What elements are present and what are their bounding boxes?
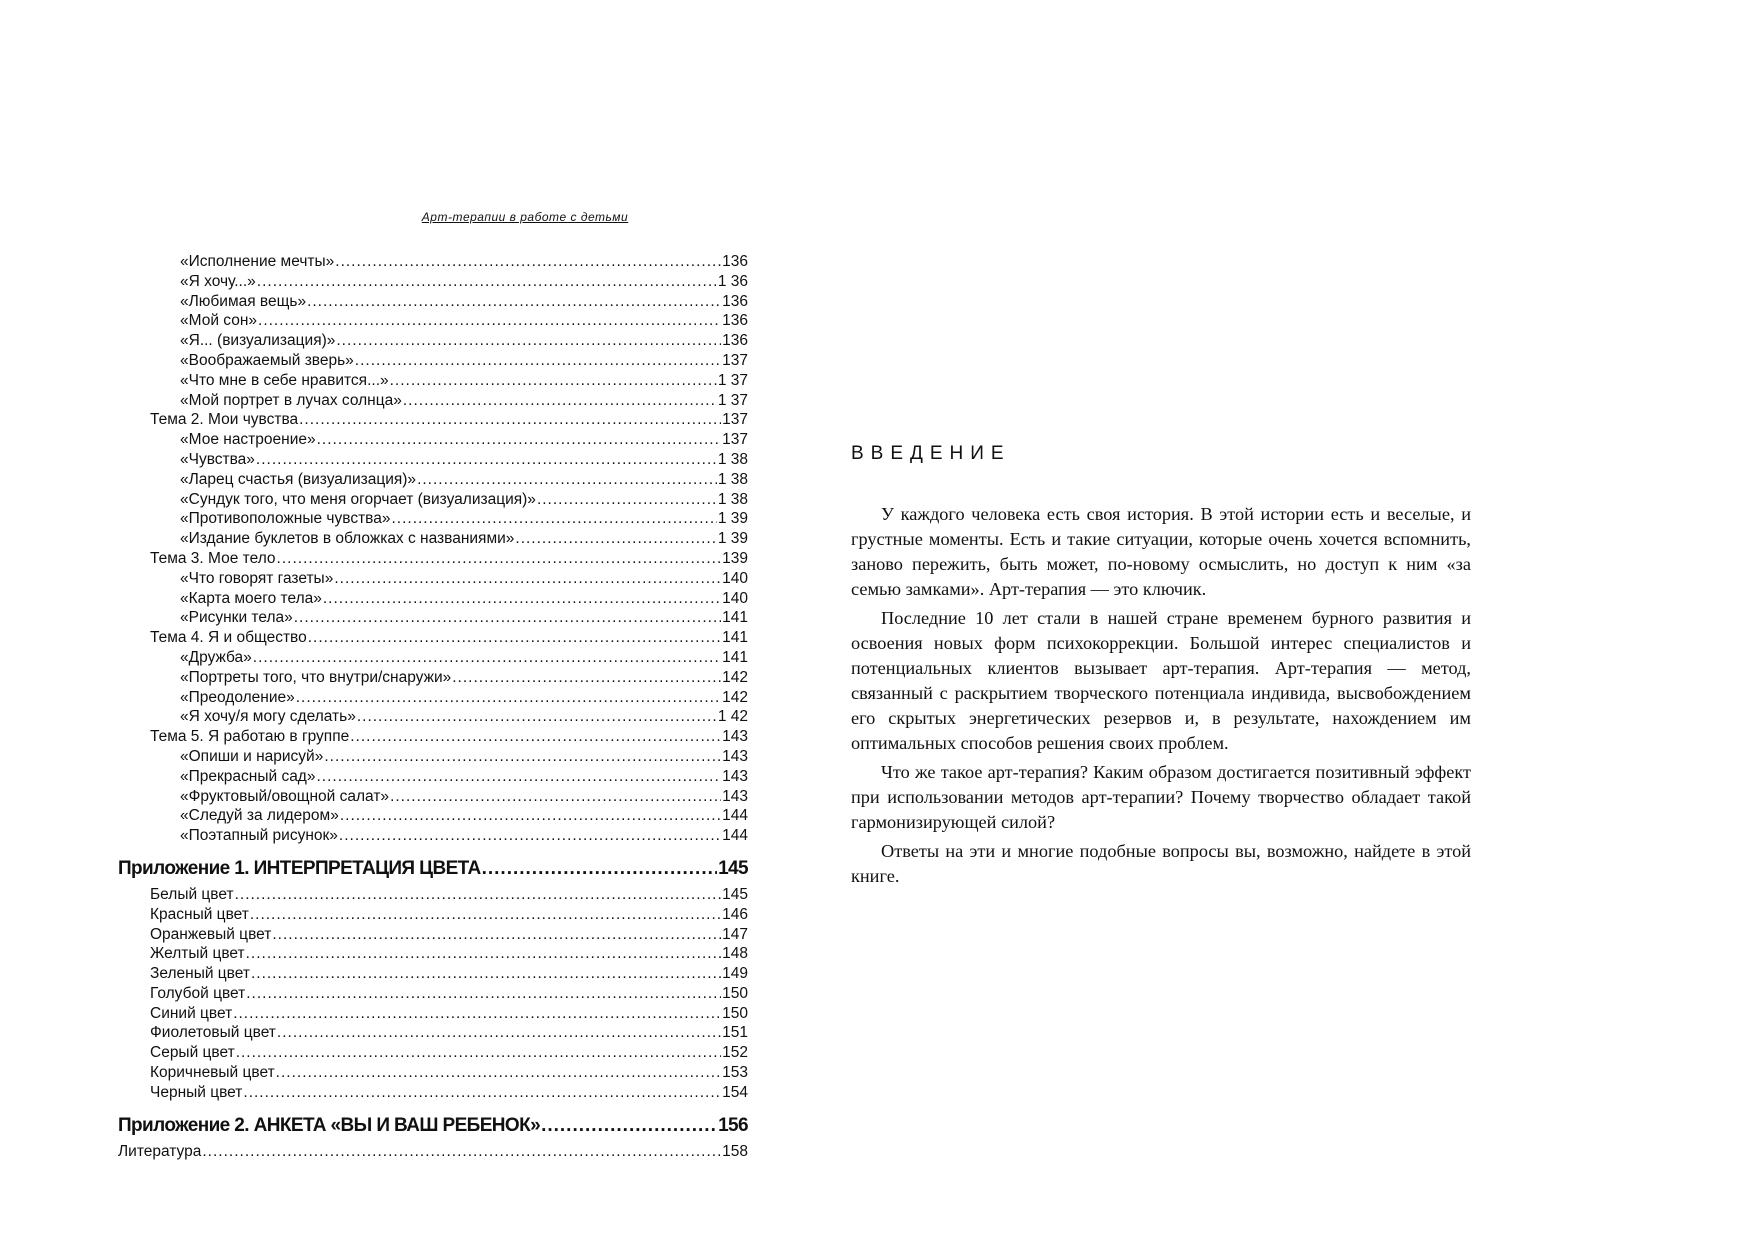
toc-entry (118, 727, 748, 747)
toc-leader-dots (339, 826, 721, 846)
toc-entry (118, 331, 748, 351)
toc-entry-page: 152 (722, 1044, 748, 1062)
toc-entry (118, 1083, 748, 1103)
toc-leader-dots (253, 648, 721, 668)
toc-entry-title: «Опиши и нарисуй» (180, 747, 324, 765)
toc-entry-title: «Сундук того, что меня огорчает (визуализация)» (180, 490, 536, 508)
toc-leader-dots (235, 885, 722, 905)
toc-entry-title: «Карта моего тела» (180, 589, 322, 607)
toc-entry (118, 1043, 748, 1063)
toc-leader-dots (334, 569, 721, 589)
toc-entry (118, 1063, 748, 1083)
toc-entry-title: «Противоположные чувства» (180, 510, 391, 528)
toc-leader-dots (390, 371, 717, 391)
toc-entry-title: Черный цвет (150, 1083, 243, 1101)
toc-entry-page: 158 (722, 1142, 748, 1160)
toc-entry (118, 509, 748, 529)
toc-leader-dots (357, 707, 717, 727)
toc-entry-page: 150 (722, 984, 748, 1002)
toc-entry-page: 1 38 (717, 450, 748, 468)
toc-entry-page: 1 39 (717, 510, 748, 528)
toc-entry-title: «Преодоление» (180, 688, 295, 706)
toc-leader-dots (250, 905, 721, 925)
toc-entry-title: «Ларец счастья (визуализация)» (180, 470, 417, 488)
toc-leader-dots (417, 470, 717, 490)
toc-leader-dots (317, 430, 722, 450)
toc-leader-dots (251, 964, 721, 984)
toc-entry-page: 1 38 (717, 490, 748, 508)
toc-entry-title: «Я... (визуализация)» (180, 332, 336, 350)
toc-entry-page: 142 (722, 668, 748, 686)
toc-entry-title: Фиолетовый цвет (150, 1024, 276, 1042)
toc-entry-title: Тема 3. Мое тело (150, 549, 276, 567)
toc-entry (118, 1109, 748, 1142)
toc-entry-title: «Портреты того, что внутри/снаружи» (180, 668, 452, 686)
toc-entry-page: 144 (722, 807, 748, 825)
toc-entry-title: «Любимая вещь» (180, 292, 307, 310)
toc-entry-page: 141 (722, 648, 748, 666)
toc-entry-page: 136 (722, 253, 748, 270)
toc-entry (118, 371, 748, 391)
toc-leader-dots (277, 549, 722, 569)
toc-entry-page: 142 (722, 688, 748, 706)
toc-entry-title: «Дружба» (180, 648, 252, 666)
toc-entry (118, 826, 748, 846)
table-of-contents (118, 252, 748, 1161)
toc-entry (118, 747, 748, 767)
toc-entry (118, 628, 748, 648)
toc-entry-title: Желтый цвет (150, 945, 245, 963)
toc-entry (118, 984, 748, 1004)
toc-entry-page: 147 (722, 925, 748, 943)
toc-leader-dots (355, 351, 721, 371)
toc-entry (118, 806, 748, 826)
toc-entry-title: «Что мне в себе нравится...» (180, 371, 389, 389)
toc-entry-title: Оранжевый цвет (150, 925, 272, 943)
toc-entry-title: «Фруктовый/овощной салат» (180, 787, 390, 805)
toc-entry-page: 1 38 (717, 470, 748, 488)
toc-entry-page: 139 (722, 549, 748, 567)
toc-entry-page: 145 (718, 857, 748, 879)
toc-entry (118, 430, 748, 450)
toc-leader-dots (308, 628, 721, 648)
toc-entry-page: 136 (722, 332, 748, 350)
toc-entry (118, 648, 748, 668)
toc-entry (118, 272, 748, 292)
toc-entry (118, 589, 748, 609)
toc-entry-title: «Прекрасный сад» (180, 767, 316, 785)
toc-entry-title: Приложение 2. АНКЕТА «ВЫ И ВАШ РЕБЕНОК» (118, 1114, 541, 1136)
toc-leader-dots (307, 292, 721, 312)
toc-leader-dots (236, 1043, 721, 1063)
toc-leader-dots (403, 391, 717, 411)
toc-entry-page: 156 (718, 1114, 748, 1136)
toc-entry-page: 150 (722, 1004, 748, 1022)
toc-entry-page: 149 (722, 965, 748, 983)
toc-entry (118, 608, 748, 628)
toc-entry-title: Серый цвет (150, 1044, 235, 1062)
toc-entry (118, 292, 748, 312)
toc-entry-title: «Поэтапный рисунок» (180, 827, 338, 845)
toc-entry (118, 707, 748, 727)
toc-entry (118, 905, 748, 925)
toc-leader-dots (482, 852, 718, 885)
toc-entry-title: Зеленый цвет (150, 965, 250, 983)
toc-entry (118, 252, 748, 272)
toc-entry-page: 141 (722, 629, 748, 647)
toc-entry (118, 470, 748, 490)
toc-leader-dots (391, 509, 716, 529)
toc-entry-page: 1 42 (717, 708, 748, 726)
toc-entry (118, 450, 748, 470)
toc-entry (118, 852, 748, 885)
toc-leader-dots (246, 944, 722, 964)
toc-entry (118, 1142, 748, 1162)
toc-entry-page: 140 (722, 569, 748, 587)
toc-entry-page: 154 (722, 1083, 748, 1101)
toc-leader-dots (246, 984, 721, 1004)
toc-entry-title: «Чувства» (180, 450, 255, 468)
toc-entry (118, 391, 748, 411)
toc-entry (118, 311, 748, 331)
toc-leader-dots (272, 925, 721, 945)
toc-entry (118, 529, 748, 549)
intro-paragraph: У каждого человека есть своя история. В этой истории есть и веселые, и грустные моменты. Есть и такие ситуации, которые очень хочется вспомнить, заново пережить, быть может, по-новому осмыслить, но доступ к ним «за семью замками». Арт-терапия — это ключик. (851, 504, 1471, 599)
toc-entry-page: 1 37 (717, 391, 748, 409)
intro-text (851, 502, 1471, 893)
toc-leader-dots (257, 272, 717, 292)
toc-entry-title: «Издание буклетов в обложках с названиями» (180, 530, 515, 548)
running-head: Арт-терапии в работе с детьми (421, 210, 629, 224)
toc-entry (118, 1004, 748, 1024)
toc-entry (118, 1023, 748, 1043)
toc-leader-dots (390, 787, 721, 807)
toc-leader-dots (336, 331, 721, 351)
toc-entry (118, 944, 748, 964)
toc-leader-dots (294, 608, 721, 628)
toc-entry (118, 351, 748, 371)
toc-leader-dots (277, 1023, 721, 1043)
toc-entry-page: 137 (722, 431, 748, 449)
toc-leader-dots (258, 311, 721, 331)
toc-entry (118, 885, 748, 905)
toc-leader-dots (243, 1083, 721, 1103)
toc-leader-dots (299, 410, 721, 430)
intro-paragraph: Что же такое арт-терапия? Каким образом достигается позитивный эффект при использовании методов арт-терапии? Почему творчество обладает такой гармонизирующей силой? (851, 762, 1471, 832)
toc-entry-title: «Мой сон» (180, 312, 258, 330)
toc-leader-dots (324, 747, 721, 767)
toc-leader-dots (452, 668, 721, 688)
toc-entry-title: «Я хочу/я могу сделать» (180, 708, 356, 726)
intro-paragraph: Последние 10 лет стали в нашей стране временем бурного развития и освоения новых форм психокоррекции. Большой интерес специалистов и потенциальных клиентов вызывает арт-терапия. Арт-терапия — метод, связанный с раскрытием творческого потенциала индивида, высвобождением его скрытых энергетических резервов и, в результате, нахождением им оптимальных способов решения своих проблем. (851, 608, 1471, 753)
toc-entry (118, 569, 748, 589)
toc-entry (118, 787, 748, 807)
toc-leader-dots (202, 1142, 721, 1162)
toc-entry-title: «Я хочу...» (180, 272, 256, 290)
intro-paragraph: Ответы на эти и многие подобные вопросы вы, возможно, найдете в этой книге. (851, 841, 1471, 886)
toc-entry-title: Голубой цвет (150, 984, 246, 1002)
toc-entry-page: 151 (722, 1024, 748, 1042)
toc-entry-page: 144 (722, 827, 748, 845)
toc-entry (118, 964, 748, 984)
toc-entry-title: Синий цвет (150, 1004, 233, 1022)
toc-entry-title: Коричневый цвет (150, 1064, 275, 1082)
toc-entry (118, 549, 748, 569)
toc-entry-title: «Исполнение мечты» (180, 253, 335, 270)
toc-entry-title: «Мое настроение» (180, 431, 316, 449)
toc-leader-dots (340, 806, 721, 826)
toc-entry-title: Красный цвет (150, 905, 249, 923)
toc-leader-dots (316, 767, 721, 787)
toc-entry-title: Тема 5. Я работаю в группе (150, 728, 350, 746)
toc-entry-page: 143 (722, 767, 748, 785)
toc-leader-dots (350, 727, 721, 747)
toc-entry-page: 1 39 (717, 530, 748, 548)
toc-entry-page: 153 (722, 1064, 748, 1082)
toc-entry-page: 137 (722, 411, 748, 429)
toc-entry-title: Тема 4. Я и общество (150, 629, 307, 647)
toc-entry-title: «Следуй за лидером» (180, 807, 339, 825)
toc-entry-page: 146 (722, 905, 748, 923)
toc-entry-page: 1 36 (717, 272, 748, 290)
toc-entry-page: 136 (722, 292, 748, 310)
toc-entry-page: 143 (722, 787, 748, 805)
toc-entry (118, 767, 748, 787)
toc-entry (118, 925, 748, 945)
toc-entry (118, 490, 748, 510)
toc-entry-title: «Воображаемый зверь» (180, 351, 354, 369)
toc-entry-page: 137 (722, 351, 748, 369)
toc-leader-dots (296, 688, 721, 708)
toc-leader-dots (515, 529, 716, 549)
toc-entry-page: 148 (722, 945, 748, 963)
toc-entry-page: 145 (722, 885, 748, 903)
intro-title: ВВЕДЕНИЕ (851, 443, 1011, 464)
toc-entry-page: 143 (722, 747, 748, 765)
toc-leader-dots (541, 1109, 717, 1142)
toc-entry-title: Белый цвет (150, 885, 234, 903)
toc-entry-title: «Рисунки тела» (180, 609, 293, 627)
toc-entry-title: «Мой портрет в лучах солнца» (180, 391, 402, 409)
toc-entry-page: 1 37 (717, 371, 748, 389)
toc-entry-page: 140 (722, 589, 748, 607)
toc-entry-title: Приложение 1. ИНТЕРПРЕТАЦИЯ ЦВЕТА (118, 857, 481, 879)
toc-leader-dots (276, 1063, 721, 1083)
toc-entry (118, 688, 748, 708)
toc-entry-page: 143 (722, 728, 748, 746)
toc-entry-page: 141 (722, 609, 748, 627)
toc-entry-title: Литература (118, 1142, 202, 1160)
toc-entry-page: 136 (722, 312, 748, 330)
toc-leader-dots (537, 490, 717, 510)
toc-leader-dots (233, 1004, 721, 1024)
toc-entry (118, 668, 748, 688)
toc-entry (118, 410, 748, 430)
toc-leader-dots (335, 252, 721, 272)
toc-leader-dots (323, 589, 721, 609)
toc-entry-title: Тема 2. Мои чувства (150, 411, 299, 429)
toc-leader-dots (256, 450, 717, 470)
toc-entry-title: «Что говорят газеты» (180, 569, 334, 587)
